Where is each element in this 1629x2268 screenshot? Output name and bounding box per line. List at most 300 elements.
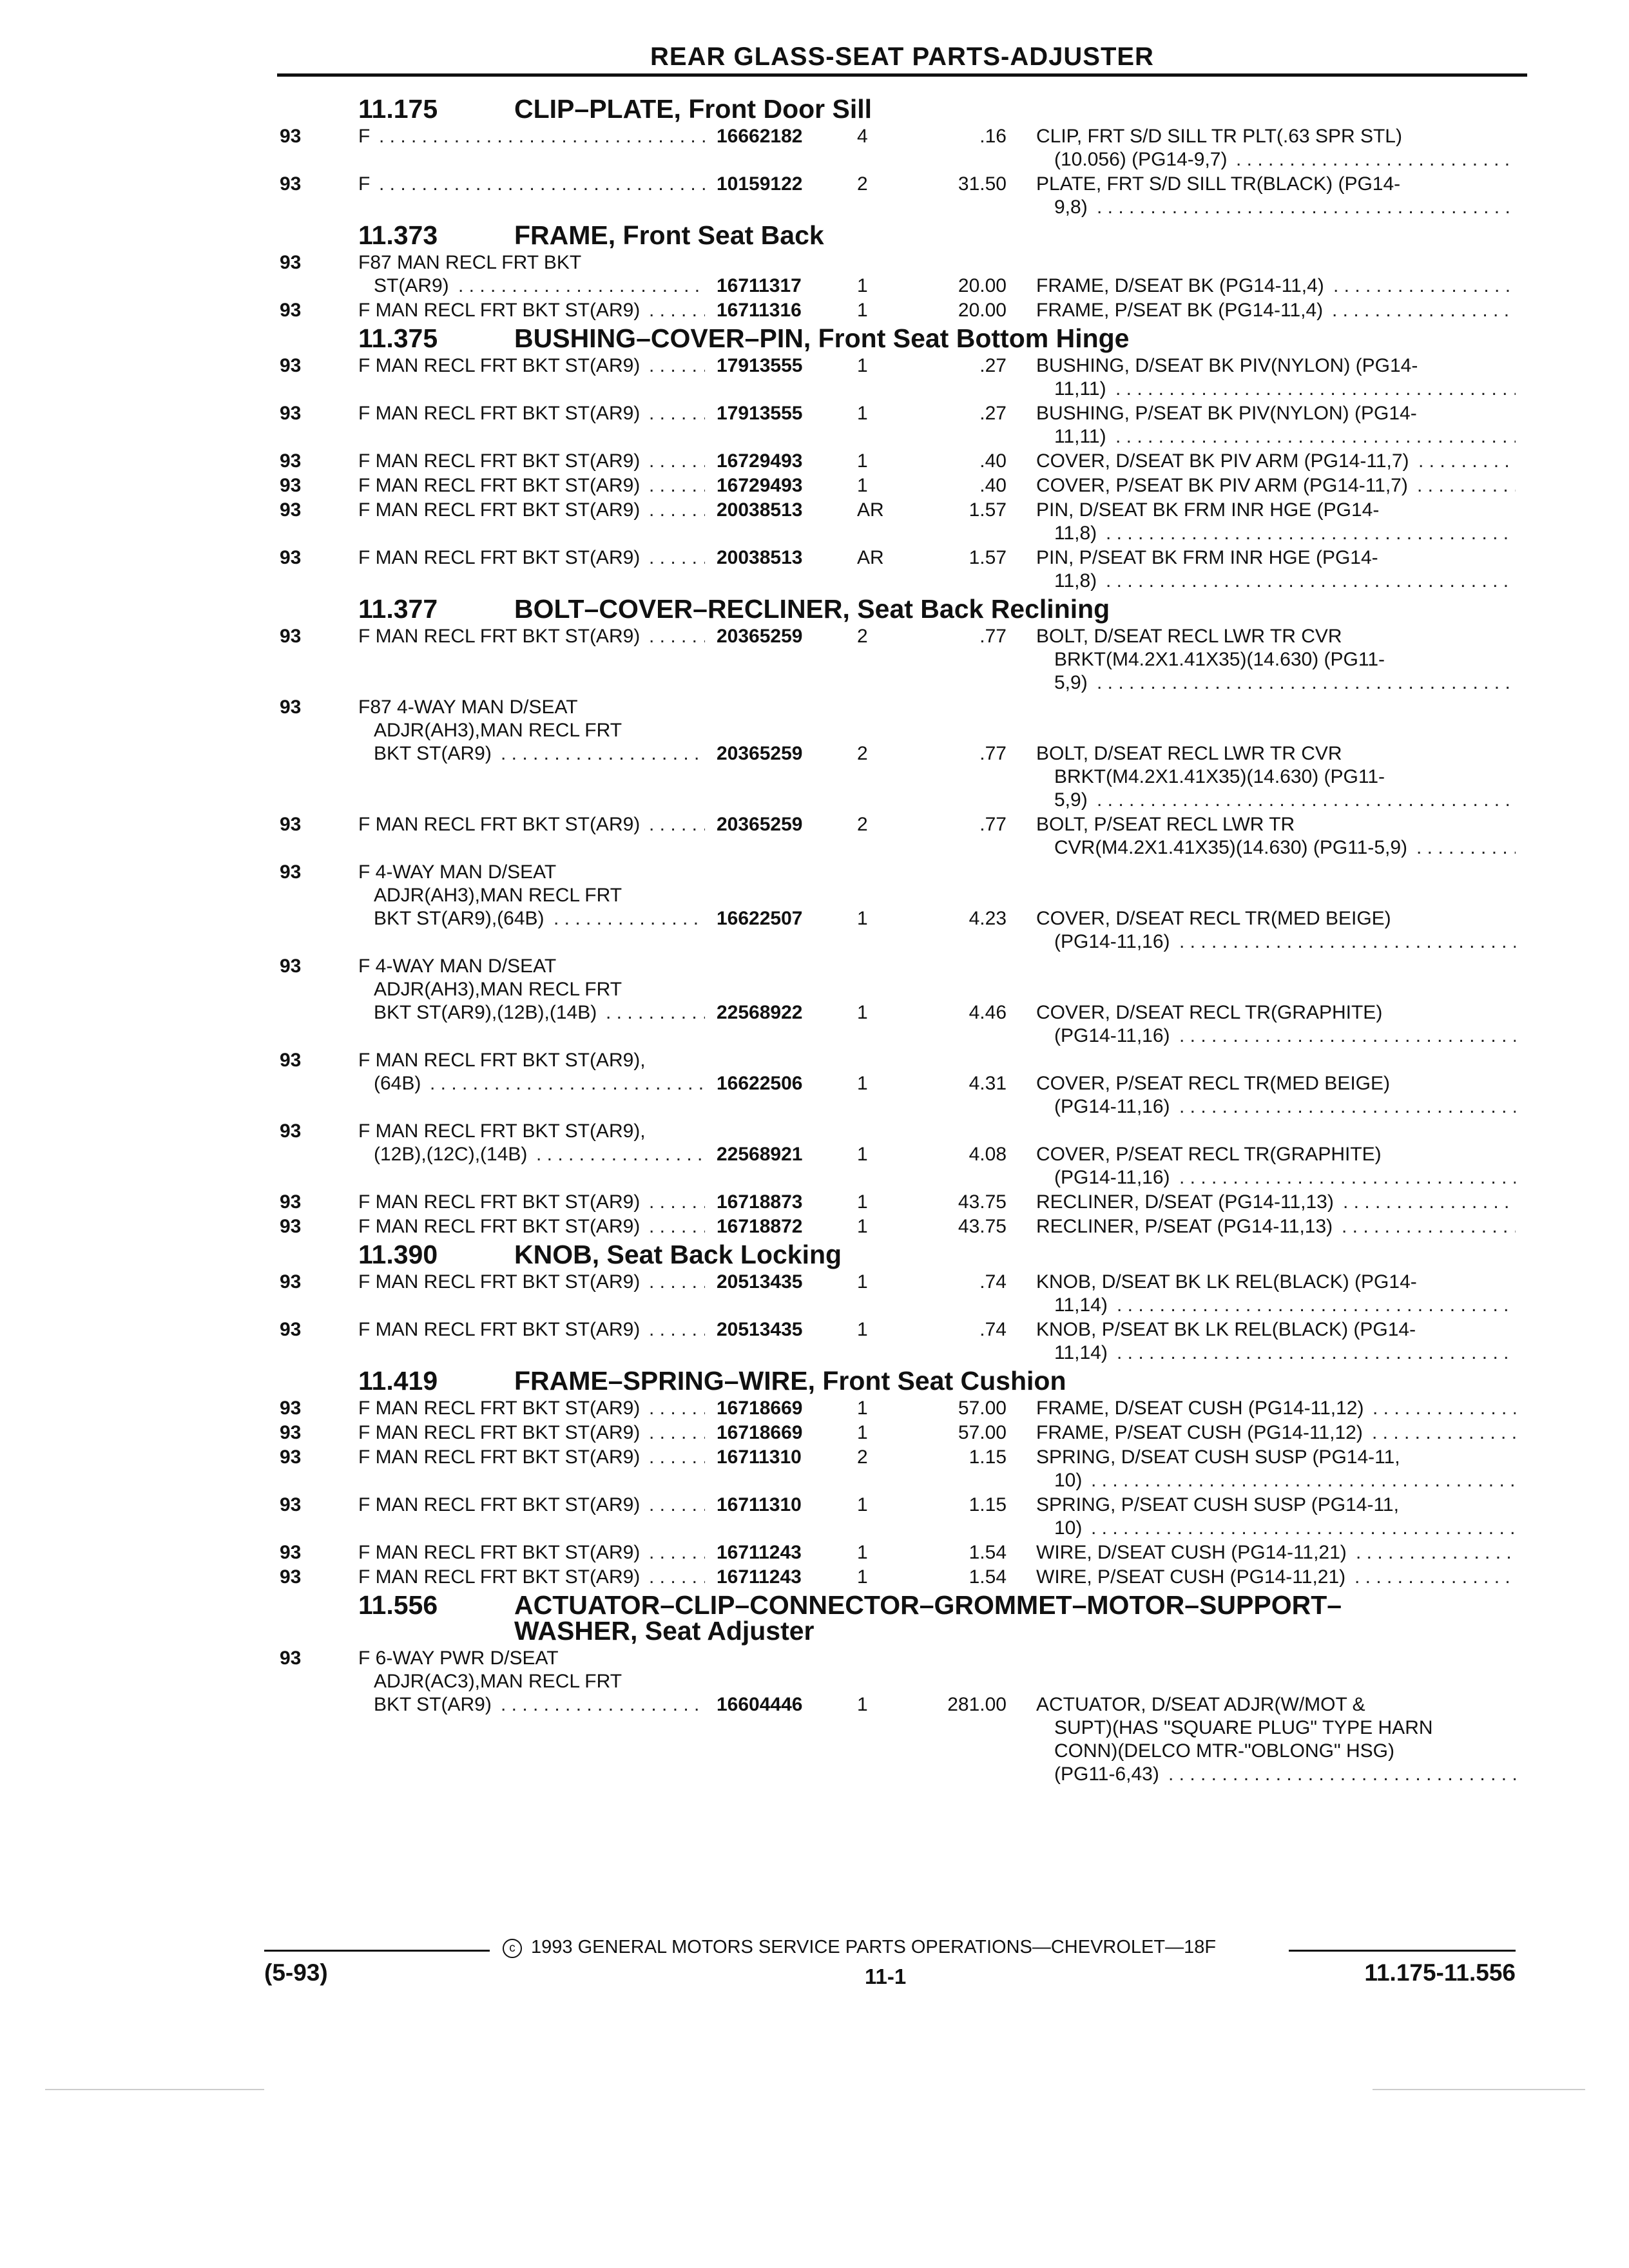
parts-row — [0, 1049, 1629, 1072]
part-description: 10) — [1054, 1470, 1083, 1491]
quantity: 1 — [857, 1073, 868, 1094]
model-description: F 6-WAY PWR D/SEAT — [358, 1648, 559, 1669]
leader-dots — [649, 1494, 705, 1517]
parts-row — [0, 1024, 1629, 1048]
part-number: 16718669 — [717, 1422, 803, 1443]
parts-row — [0, 1072, 1629, 1095]
price: 57.00 — [958, 1422, 1007, 1443]
model-description: F MAN RECL FRT BKT ST(AR9) — [358, 626, 641, 647]
price: 20.00 — [958, 275, 1007, 296]
section-title: BUSHING–COVER–PIN, Front Seat Bottom Hinge — [514, 323, 1130, 353]
price: .77 — [979, 743, 1007, 764]
part-description: BRKT(M4.2X1.41X35)(14.630) (PG11- — [1054, 649, 1385, 670]
parts-row — [0, 789, 1629, 812]
parts-row — [0, 1541, 1629, 1564]
part-number: 16711243 — [717, 1542, 802, 1563]
parts-row — [0, 425, 1629, 448]
part-description: FRAME, D/SEAT BK (PG14-11,4) — [1036, 275, 1324, 296]
leader-dots — [1168, 1763, 1516, 1786]
section-heading — [0, 220, 1629, 250]
price: 4.23 — [969, 908, 1007, 929]
copyright-text: 1993 GENERAL MOTORS SERVICE PARTS OPERATIONS—CHEVROLET—18F — [531, 1937, 1217, 1957]
leader-dots — [1097, 196, 1516, 219]
quantity: AR — [857, 547, 884, 568]
parts-row — [0, 450, 1629, 473]
model-description: F MAN RECL FRT BKT ST(AR9), — [358, 1120, 646, 1142]
leader-dots — [649, 1271, 705, 1294]
part-number: 22568922 — [717, 1002, 803, 1023]
parts-row — [0, 1566, 1629, 1589]
quantity: 1 — [857, 275, 868, 296]
section-heading — [0, 1240, 1629, 1269]
part-description: COVER, D/SEAT BK PIV ARM (PG14-11,7) — [1036, 450, 1409, 472]
part-description: 10) — [1054, 1517, 1083, 1539]
parts-row — [0, 522, 1629, 545]
leader-dots — [1372, 1421, 1516, 1445]
model-year: 93 — [280, 300, 302, 321]
leader-dots — [554, 907, 705, 930]
leader-dots — [1115, 425, 1516, 448]
model-description: F MAN RECL FRT BKT ST(AR9) — [358, 1446, 641, 1468]
price: 43.75 — [958, 1191, 1007, 1213]
model-year: 93 — [280, 173, 302, 195]
parts-row — [0, 1318, 1629, 1341]
section-heading — [0, 594, 1629, 624]
leader-dots — [606, 1001, 705, 1024]
price: 1.15 — [969, 1494, 1007, 1515]
model-description: F MAN RECL FRT BKT ST(AR9) — [358, 499, 641, 521]
model-year: 93 — [280, 252, 302, 273]
parts-row — [0, 696, 1629, 719]
model-description: F MAN RECL FRT BKT ST(AR9) — [358, 1319, 641, 1340]
parts-row — [0, 148, 1629, 171]
section-number: 11.377 — [358, 594, 438, 624]
section-number: 11.419 — [358, 1366, 438, 1396]
part-number: 20513435 — [717, 1271, 803, 1293]
model-description: F87 MAN RECL FRT BKT — [358, 252, 582, 273]
model-year: 93 — [280, 1191, 302, 1213]
part-description: SPRING, D/SEAT CUSH SUSP (PG14-11, — [1036, 1446, 1400, 1468]
part-number: 16729493 — [717, 450, 803, 472]
part-description: COVER, P/SEAT RECL TR(GRAPHITE) — [1036, 1144, 1382, 1165]
leader-dots — [1416, 836, 1516, 860]
quantity: AR — [857, 499, 884, 521]
section-number: 11.373 — [358, 220, 438, 250]
parts-row — [0, 978, 1629, 1001]
model-year: 93 — [280, 403, 302, 424]
model-description: F MAN RECL FRT BKT ST(AR9) — [358, 1494, 641, 1515]
parts-row — [0, 1421, 1629, 1445]
part-description: 11,11) — [1054, 378, 1106, 399]
part-description: (PG11-6,43) — [1054, 1763, 1159, 1785]
model-year: 93 — [280, 475, 302, 496]
model-description: BKT ST(AR9) — [374, 743, 492, 764]
part-description: BUSHING, P/SEAT BK PIV(NYLON) (PG14- — [1036, 403, 1417, 424]
model-description: F87 4-WAY MAN D/SEAT — [358, 697, 578, 718]
model-description: BKT ST(AR9),(64B) — [374, 908, 545, 929]
model-year: 93 — [280, 1494, 302, 1515]
parts-row — [0, 955, 1629, 978]
parts-row — [0, 1271, 1629, 1294]
parts-row — [0, 861, 1629, 884]
parts-row — [0, 719, 1629, 742]
parts-row — [0, 125, 1629, 148]
section-title: FRAME–SPRING–WIRE, Front Seat Cushion — [514, 1366, 1066, 1396]
parts-row — [0, 907, 1629, 930]
parts-row — [0, 1166, 1629, 1189]
part-number: 17913555 — [717, 355, 803, 376]
model-description: F — [358, 173, 371, 195]
part-number: 16711310 — [717, 1446, 802, 1468]
model-year: 93 — [280, 1271, 302, 1293]
quantity: 1 — [857, 1216, 868, 1237]
section-title: KNOB, Seat Back Locking — [514, 1240, 842, 1269]
parts-row — [0, 1191, 1629, 1214]
part-description: COVER, D/SEAT RECL TR(MED BEIGE) — [1036, 908, 1391, 929]
quantity: 1 — [857, 1694, 868, 1715]
part-number: 16711310 — [717, 1494, 802, 1515]
parts-row — [0, 813, 1629, 836]
model-description: (12B),(12C),(14B) — [374, 1144, 528, 1165]
leader-dots — [379, 173, 705, 196]
model-description: F MAN RECL FRT BKT ST(AR9), — [358, 1050, 646, 1071]
section-heading — [0, 94, 1629, 124]
model-description: ST(AR9) — [374, 275, 449, 296]
part-number: 16604446 — [717, 1694, 803, 1715]
price: 281.00 — [947, 1694, 1007, 1715]
part-number: 16662182 — [717, 126, 803, 147]
price: 1.54 — [969, 1542, 1007, 1563]
model-year: 93 — [280, 956, 302, 977]
part-description: (10.056) (PG14-9,7) — [1054, 149, 1228, 170]
leader-dots — [649, 1421, 705, 1445]
leader-dots — [1115, 378, 1516, 401]
parts-row — [0, 196, 1629, 219]
model-year: 93 — [280, 1446, 302, 1468]
model-description: ADJR(AH3),MAN RECL FRT — [374, 979, 622, 1000]
parts-row — [0, 570, 1629, 593]
quantity: 1 — [857, 1494, 868, 1515]
part-description: BRKT(M4.2X1.41X35)(14.630) (PG11- — [1054, 766, 1385, 787]
model-description: F 4-WAY MAN D/SEAT — [358, 956, 557, 977]
parts-row — [0, 1647, 1629, 1670]
part-description: FRAME, P/SEAT BK (PG14-11,4) — [1036, 300, 1324, 321]
leader-dots — [1097, 789, 1516, 812]
part-description: FRAME, D/SEAT CUSH (PG14-11,12) — [1036, 1398, 1364, 1419]
model-description: F MAN RECL FRT BKT ST(AR9) — [358, 1271, 641, 1293]
parts-row — [0, 1693, 1629, 1716]
parts-row — [0, 1670, 1629, 1693]
parts-row — [0, 1143, 1629, 1166]
price: .74 — [979, 1319, 1007, 1340]
parts-row — [0, 251, 1629, 274]
model-year: 93 — [280, 547, 302, 568]
price: .27 — [979, 355, 1007, 376]
part-number: 20513435 — [717, 1319, 803, 1340]
price: 4.31 — [969, 1073, 1007, 1094]
part-description: RECLINER, P/SEAT (PG14-11,13) — [1036, 1216, 1333, 1237]
leader-dots — [1342, 1215, 1516, 1238]
parts-row — [0, 625, 1629, 648]
leader-dots — [430, 1072, 705, 1095]
model-year: 93 — [280, 1648, 302, 1669]
part-description: 11,8) — [1054, 523, 1097, 544]
model-description: BKT ST(AR9) — [374, 1694, 492, 1715]
model-description: ADJR(AC3),MAN RECL FRT — [374, 1671, 622, 1692]
part-description: (PG14-11,16) — [1054, 1096, 1170, 1117]
model-year: 93 — [280, 1398, 302, 1419]
part-description: RECLINER, D/SEAT (PG14-11,13) — [1036, 1191, 1334, 1213]
parts-row — [0, 546, 1629, 570]
footer-rule-right — [1289, 1950, 1516, 1952]
price: .27 — [979, 403, 1007, 424]
leader-dots — [649, 813, 705, 836]
model-description: F MAN RECL FRT BKT ST(AR9) — [358, 1216, 641, 1237]
leader-dots — [649, 499, 705, 522]
scan-artifact — [45, 2089, 264, 2090]
parts-row — [0, 1095, 1629, 1119]
model-year: 93 — [280, 1120, 302, 1142]
model-description: BKT ST(AR9),(12B),(14B) — [374, 1002, 597, 1023]
price: .40 — [979, 475, 1007, 496]
part-description: PLATE, FRT S/D SILL TR(BLACK) (PG14- — [1036, 173, 1401, 195]
part-description: COVER, D/SEAT RECL TR(GRAPHITE) — [1036, 1002, 1383, 1023]
price: .74 — [979, 1271, 1007, 1293]
part-description: (PG14-11,16) — [1054, 1167, 1170, 1188]
price: 1.54 — [969, 1566, 1007, 1588]
part-description: (PG14-11,16) — [1054, 1025, 1170, 1046]
part-description: SUPT)(HAS "SQUARE PLUG" TYPE HARN — [1054, 1717, 1433, 1738]
parts-row — [0, 499, 1629, 522]
model-year: 93 — [280, 1566, 302, 1588]
price: 1.15 — [969, 1446, 1007, 1468]
leader-dots — [649, 1541, 705, 1564]
part-description: PIN, D/SEAT BK FRM INR HGE (PG14- — [1036, 499, 1380, 521]
quantity: 1 — [857, 1566, 868, 1588]
leader-dots — [1333, 274, 1516, 298]
price: 4.08 — [969, 1144, 1007, 1165]
quantity: 1 — [857, 403, 868, 424]
parts-row — [0, 930, 1629, 954]
part-description: BOLT, D/SEAT RECL LWR TR CVR — [1036, 626, 1342, 647]
quantity: 1 — [857, 1271, 868, 1293]
scan-artifact — [1373, 2089, 1585, 2090]
model-description: F MAN RECL FRT BKT ST(AR9) — [358, 1422, 641, 1443]
part-number: 16622507 — [717, 908, 803, 929]
parts-row — [0, 1469, 1629, 1492]
footer-rule-left — [264, 1950, 490, 1952]
price: .77 — [979, 626, 1007, 647]
part-description: (PG14-11,16) — [1054, 931, 1170, 952]
part-number: 16729493 — [717, 475, 803, 496]
leader-dots — [1354, 1566, 1516, 1589]
parts-row — [0, 1716, 1629, 1740]
part-description: CLIP, FRT S/D SILL TR PLT(.63 SPR STL) — [1036, 126, 1402, 147]
leader-dots — [649, 474, 705, 497]
part-description: WIRE, D/SEAT CUSH (PG14-11,21) — [1036, 1542, 1347, 1563]
section-number: 11.375 — [358, 323, 438, 353]
leader-dots — [649, 625, 705, 648]
part-description: CONN)(DELCO MTR-"OBLONG" HSG) — [1054, 1740, 1394, 1762]
leader-dots — [649, 1566, 705, 1589]
part-number: 17913555 — [717, 403, 803, 424]
leader-dots — [1117, 1294, 1516, 1317]
model-description: ADJR(AH3),MAN RECL FRT — [374, 885, 622, 906]
part-description: KNOB, P/SEAT BK LK REL(BLACK) (PG14- — [1036, 1319, 1416, 1340]
model-year: 93 — [280, 126, 302, 147]
parts-row — [0, 274, 1629, 298]
leader-dots — [649, 354, 705, 378]
model-year: 93 — [280, 499, 302, 521]
parts-row — [0, 1215, 1629, 1238]
parts-row — [0, 884, 1629, 907]
model-description: F MAN RECL FRT BKT ST(AR9) — [358, 814, 641, 835]
part-number: 16718669 — [717, 1398, 803, 1419]
section-title: CLIP–PLATE, Front Door Sill — [514, 94, 872, 124]
quantity: 1 — [857, 475, 868, 496]
footer-page-number: 11-1 — [865, 1965, 907, 1988]
part-number: 16711243 — [717, 1566, 802, 1588]
parts-row — [0, 742, 1629, 765]
quantity: 2 — [857, 1446, 868, 1468]
parts-row — [0, 1517, 1629, 1540]
quantity: 2 — [857, 743, 868, 764]
quantity: 1 — [857, 1422, 868, 1443]
leader-dots — [649, 546, 705, 570]
part-description: ACTUATOR, D/SEAT ADJR(W/MOT & — [1036, 1694, 1365, 1715]
model-description: F 4-WAY MAN D/SEAT — [358, 861, 557, 883]
section-title: ACTUATOR–CLIP–CONNECTOR–GROMMET–MOTOR–SUPPORT– — [514, 1590, 1342, 1620]
model-year: 93 — [280, 814, 302, 835]
price: 1.57 — [969, 499, 1007, 521]
leader-dots — [649, 299, 705, 322]
leader-dots — [649, 1215, 705, 1238]
quantity: 1 — [857, 1542, 868, 1563]
section-number: 11.390 — [358, 1240, 438, 1269]
part-description: CVR(M4.2X1.41X35)(14.630) (PG11-5,9) — [1054, 837, 1408, 858]
part-number: 16718872 — [717, 1216, 803, 1237]
model-year: 93 — [280, 626, 302, 647]
part-number: 16711317 — [717, 275, 802, 296]
page-header-title: REAR GLASS-SEAT PARTS-ADJUSTER — [650, 43, 1154, 71]
model-year: 93 — [280, 697, 302, 718]
model-year: 93 — [280, 450, 302, 472]
leader-dots — [649, 1446, 705, 1469]
leader-dots — [1373, 1397, 1516, 1420]
quantity: 1 — [857, 450, 868, 472]
model-year: 93 — [280, 1319, 302, 1340]
part-description: COVER, P/SEAT BK PIV ARM (PG14-11,7) — [1036, 475, 1408, 496]
section-title: WASHER, Seat Adjuster — [514, 1616, 815, 1646]
leader-dots — [458, 274, 705, 298]
leader-dots — [649, 402, 705, 425]
quantity: 1 — [857, 1144, 868, 1165]
leader-dots — [1332, 299, 1516, 322]
model-description: ADJR(AH3),MAN RECL FRT — [374, 720, 622, 741]
section-number: 11.556 — [358, 1590, 438, 1620]
quantity: 4 — [857, 126, 868, 147]
parts-row — [0, 354, 1629, 378]
part-description: 9,8) — [1054, 197, 1088, 218]
model-description: F MAN RECL FRT BKT ST(AR9) — [358, 1566, 641, 1588]
quantity: 1 — [857, 300, 868, 321]
part-description: PIN, P/SEAT BK FRM INR HGE (PG14- — [1036, 547, 1378, 568]
header-rule — [277, 73, 1527, 77]
leader-dots — [1091, 1517, 1516, 1540]
quantity: 1 — [857, 1191, 868, 1213]
parts-row — [0, 1001, 1629, 1024]
model-description: F MAN RECL FRT BKT ST(AR9) — [358, 475, 641, 496]
part-description: KNOB, D/SEAT BK LK REL(BLACK) (PG14- — [1036, 1271, 1417, 1293]
model-description: F MAN RECL FRT BKT ST(AR9) — [358, 1542, 641, 1563]
leader-dots — [1179, 930, 1516, 954]
model-description: F MAN RECL FRT BKT ST(AR9) — [358, 547, 641, 568]
price: 43.75 — [958, 1216, 1007, 1237]
leader-dots — [536, 1143, 705, 1166]
model-description: F MAN RECL FRT BKT ST(AR9) — [358, 1398, 641, 1419]
section-heading — [0, 1366, 1629, 1396]
leader-dots — [1417, 474, 1516, 497]
price: 57.00 — [958, 1398, 1007, 1419]
leader-dots — [1179, 1166, 1516, 1189]
part-number: 20038513 — [717, 547, 803, 568]
leader-dots — [649, 450, 705, 473]
part-description: FRAME, P/SEAT CUSH (PG14-11,12) — [1036, 1422, 1363, 1443]
model-year: 93 — [280, 1422, 302, 1443]
quantity: 2 — [857, 814, 868, 835]
parts-row — [0, 1740, 1629, 1763]
leader-dots — [1106, 522, 1516, 545]
quantity: 1 — [857, 1398, 868, 1419]
parts-row — [0, 648, 1629, 671]
parts-row — [0, 765, 1629, 789]
price: 4.46 — [969, 1002, 1007, 1023]
part-description: WIRE, P/SEAT CUSH (PG14-11,21) — [1036, 1566, 1346, 1588]
leader-dots — [501, 1693, 705, 1716]
part-description: 11,11) — [1054, 426, 1106, 447]
price: .77 — [979, 814, 1007, 835]
parts-row — [0, 1341, 1629, 1365]
part-number: 20365259 — [717, 626, 803, 647]
quantity: 1 — [857, 908, 868, 929]
model-year: 93 — [280, 1050, 302, 1071]
parts-row — [0, 1120, 1629, 1143]
part-number: 10159122 — [717, 173, 803, 195]
part-description: COVER, P/SEAT RECL TR(MED BEIGE) — [1036, 1073, 1390, 1094]
model-description: F MAN RECL FRT BKT ST(AR9) — [358, 1191, 641, 1213]
leader-dots — [1179, 1095, 1516, 1119]
quantity: 1 — [857, 355, 868, 376]
leader-dots — [649, 1318, 705, 1341]
section-title: FRAME, Front Seat Back — [514, 220, 824, 250]
leader-dots — [649, 1397, 705, 1420]
price: .40 — [979, 450, 1007, 472]
model-description: F MAN RECL FRT BKT ST(AR9) — [358, 355, 641, 376]
model-description: F MAN RECL FRT BKT ST(AR9) — [358, 403, 641, 424]
footer-copyright — [503, 1936, 1216, 1959]
parts-row — [0, 671, 1629, 695]
model-description: F MAN RECL FRT BKT ST(AR9) — [358, 300, 641, 321]
price: 20.00 — [958, 300, 1007, 321]
part-number: 16711316 — [717, 300, 802, 321]
quantity: 1 — [857, 1319, 868, 1340]
model-description: (64B) — [374, 1073, 421, 1094]
model-description: F MAN RECL FRT BKT ST(AR9) — [358, 450, 641, 472]
part-description: 11,8) — [1054, 570, 1097, 591]
leader-dots — [1236, 148, 1516, 171]
part-number: 16622506 — [717, 1073, 803, 1094]
leader-dots — [1179, 1024, 1516, 1048]
